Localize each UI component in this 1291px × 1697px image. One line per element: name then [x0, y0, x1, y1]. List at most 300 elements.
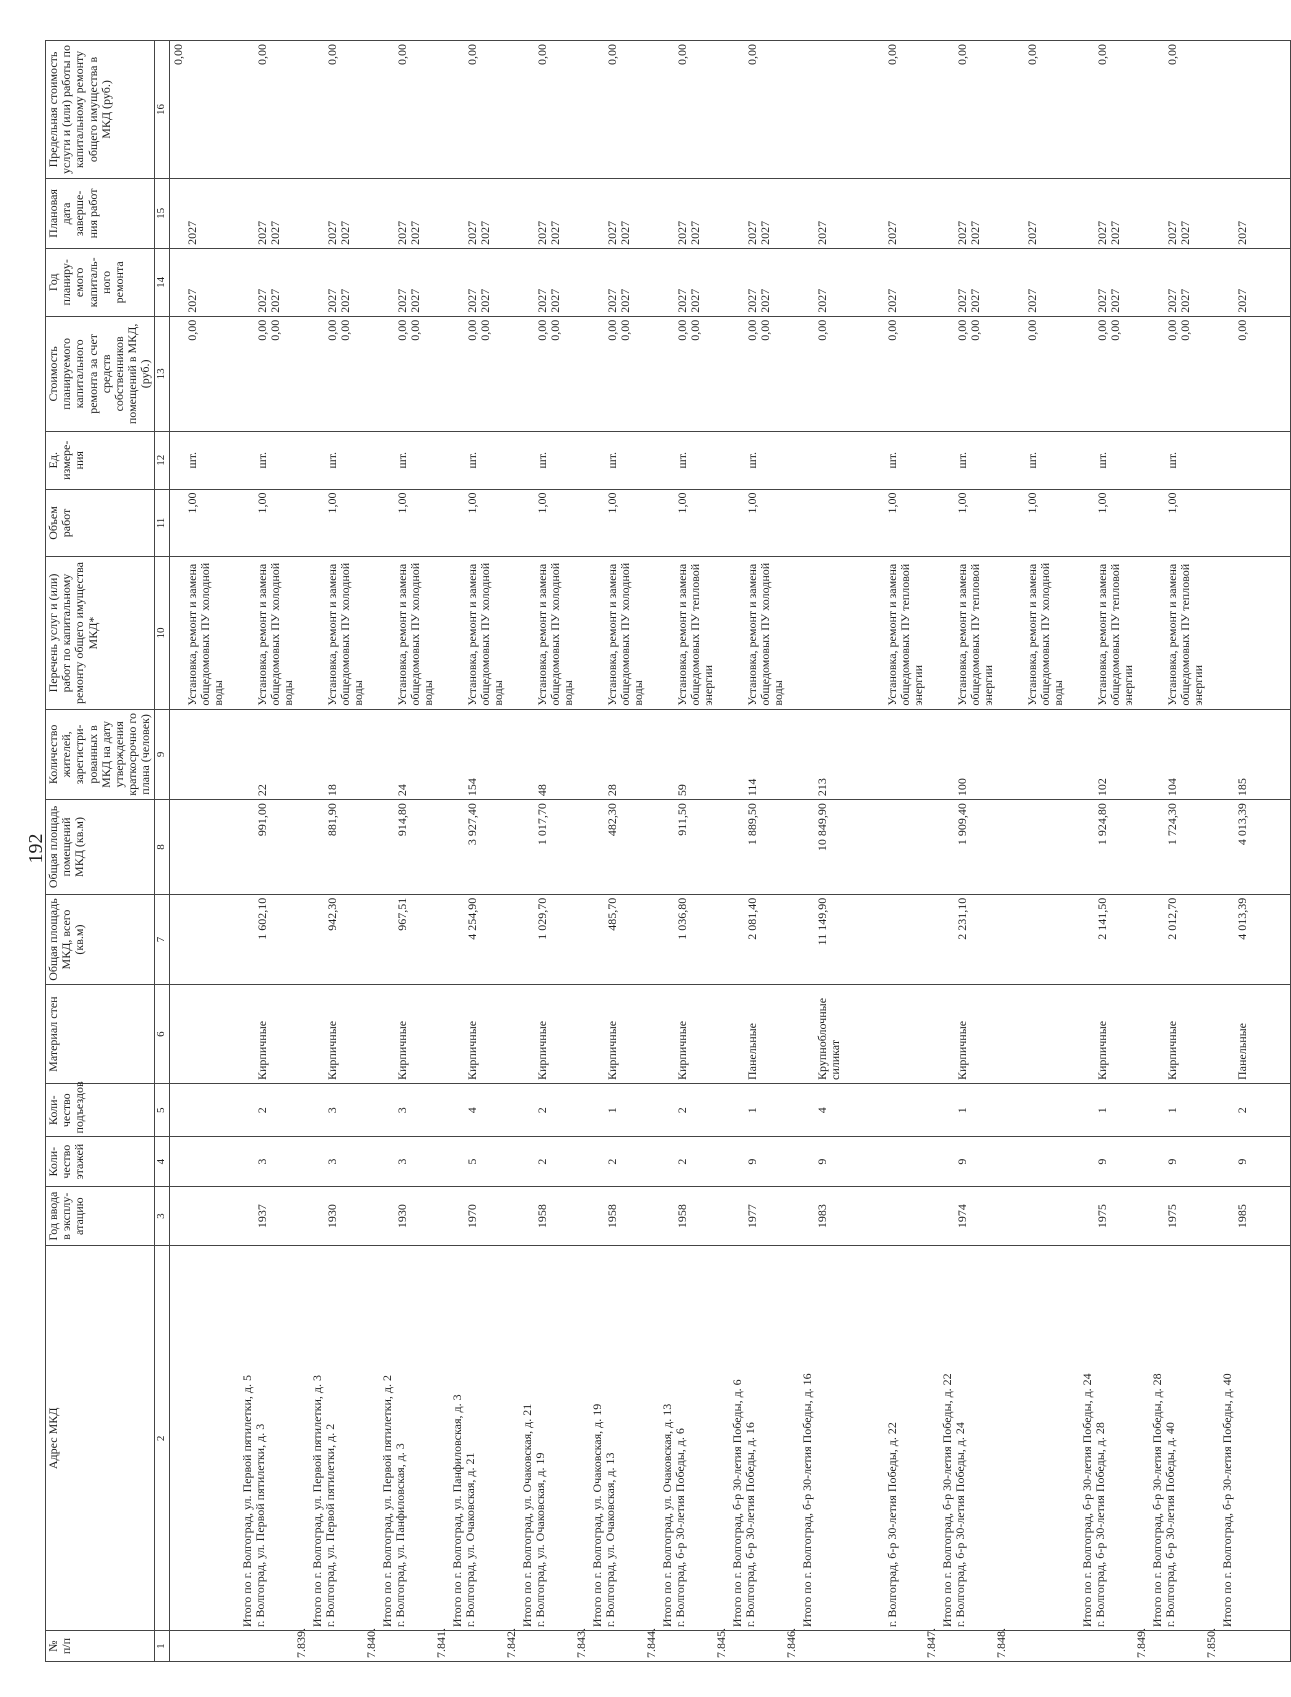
work-unit: шт.: [870, 431, 940, 489]
entrances: 1: [590, 1084, 660, 1137]
completion-date-item: 2027: [407, 220, 422, 245]
repair-cost-item: 0,00: [757, 319, 772, 341]
repair-cost: [1080, 316, 1150, 431]
work-list: Установка, ремонт и замена общедомовых ПУ тепловой энергии: [870, 557, 940, 709]
area-rooms: 1 889,50: [730, 800, 800, 895]
completion-date: [800, 178, 870, 248]
limit-cost-item: 0,00: [1094, 44, 1109, 65]
completion-date-total: 2027: [674, 220, 689, 245]
work-volume: 1,00: [520, 489, 590, 557]
area-rooms: 881,90: [310, 800, 380, 895]
repair-cost-item: 0,00: [1107, 319, 1122, 341]
residents: 213: [800, 709, 870, 800]
plan-year-total: 2027: [604, 288, 619, 313]
area-total: 1 602,10: [240, 894, 310, 985]
floors: 9: [730, 1137, 800, 1186]
work-volume: 1,00: [240, 489, 310, 557]
plan-year: [380, 248, 450, 316]
column-header: Материал стен: [46, 985, 155, 1084]
year: 1930: [380, 1186, 450, 1246]
limit-cost-item: 0,00: [604, 44, 619, 65]
area-rooms: 911,50: [660, 800, 730, 895]
work-volume: [1220, 489, 1291, 557]
address-total: Итого по г. Волгоград, б-р 30-летия Победы, д. 6: [729, 1379, 744, 1628]
repair-cost-total: 0,00: [184, 319, 199, 341]
repair-cost: [800, 316, 870, 431]
repair-cost-total: 0,00: [604, 319, 619, 341]
limit-cost: [169, 41, 240, 179]
residents: 102: [1080, 709, 1150, 800]
work-list: Установка, ремонт и замена общедомовых ПУ холодной воды: [730, 557, 800, 709]
column-header: Год планиру-емого капиталь-ного ремонта: [46, 248, 155, 316]
address: г. Волгоград, б-р 30-летия Победы, д. 22: [884, 1422, 899, 1628]
column-number: 7: [154, 894, 169, 985]
repair-cost: [1150, 316, 1220, 431]
area-total: 967,51: [380, 894, 450, 985]
column-number: 3: [154, 1186, 169, 1246]
wall-material: Панельные: [730, 985, 800, 1084]
repair-cost-item: 0,00: [477, 319, 492, 341]
repair-cost-item: 0,00: [1177, 319, 1192, 341]
wall-material: [870, 985, 940, 1084]
work-volume: 1,00: [1150, 489, 1220, 557]
plan-year: [169, 248, 240, 316]
entrances: 1: [730, 1084, 800, 1137]
completion-date: [1010, 178, 1080, 248]
wall-material: Кирпичные: [590, 985, 660, 1084]
repair-cost: [240, 316, 310, 431]
address-total: Итого по г. Волгоград, ул. Первой пятилетки, д. 2: [379, 1374, 394, 1628]
floors: 9: [800, 1137, 870, 1186]
column-number: 8: [154, 800, 169, 895]
repair-cost-total: 0,00: [1024, 319, 1039, 341]
entrances: 3: [310, 1084, 380, 1137]
row-number: [169, 1631, 240, 1662]
year: 1983: [800, 1186, 870, 1246]
column-number: 12: [154, 431, 169, 489]
work-unit: шт.: [1010, 431, 1080, 489]
row-number: 7.840.: [310, 1631, 380, 1662]
entrances: 4: [450, 1084, 520, 1137]
work-list: [800, 557, 870, 709]
plan-year-total: 2027: [254, 288, 269, 313]
work-list: Установка, ремонт и замена общедомовых ПУ холодной воды: [240, 557, 310, 709]
address-total: Итого по г. Волгоград, ул. Очаковская, д. 13: [659, 1403, 674, 1628]
page-number: 192: [25, 833, 47, 864]
repair-cost-total: 0,00: [674, 319, 689, 341]
year: [1010, 1186, 1080, 1246]
row-number: 7.845.: [660, 1631, 730, 1662]
address-cell: [1220, 1246, 1291, 1631]
floors: [169, 1137, 240, 1186]
column-number: 15: [154, 178, 169, 248]
address-total: Итого по г. Волгоград, ул. Панфиловская, д. 3: [449, 1394, 464, 1628]
area-total: 1 036,80: [660, 894, 730, 985]
repair-cost-total: 0,00: [1234, 319, 1249, 341]
area-rooms: 914,80: [380, 800, 450, 895]
plan-year-item: 2027: [477, 288, 492, 313]
repair-cost-total: 0,00: [814, 319, 829, 341]
row-number: 7.843.: [520, 1631, 590, 1662]
row-number: 7.848.: [940, 1631, 1010, 1662]
column-header: Стоимость планируемого капитального ремонта за счет средств собственников помещений в МКД, (руб.): [46, 316, 155, 431]
address-cell: [800, 1246, 870, 1631]
column-header: Общая площадь МКД, всего (кв.м): [46, 894, 155, 985]
limit-cost-item: 0,00: [254, 44, 269, 65]
limit-cost: [1150, 41, 1220, 179]
completion-date: [660, 178, 730, 248]
area-total: 942,30: [310, 894, 380, 985]
plan-year-total: 2027: [534, 288, 549, 313]
floors: 9: [940, 1137, 1010, 1186]
entrances: 1: [1080, 1084, 1150, 1137]
plan-year-total: 2027: [394, 288, 409, 313]
work-unit: шт.: [450, 431, 520, 489]
repair-cost: [1220, 316, 1291, 431]
floors: 9: [1150, 1137, 1220, 1186]
wall-material: Кирпичные: [310, 985, 380, 1084]
repair-cost-item: 0,00: [967, 319, 982, 341]
table-row: [660, 41, 730, 1662]
year: 1985: [1220, 1186, 1291, 1246]
work-unit: шт.: [169, 431, 240, 489]
work-list: Установка, ремонт и замена общедомовых ПУ холодной воды: [450, 557, 520, 709]
address-cell: [1080, 1246, 1150, 1631]
plan-year: [800, 248, 870, 316]
column-number: 4: [154, 1137, 169, 1186]
plan-year-item: 2027: [407, 288, 422, 313]
column-number: 16: [154, 41, 169, 179]
wall-material: Кирпичные: [1080, 985, 1150, 1084]
repair-cost-item: 0,00: [547, 319, 562, 341]
work-list: Установка, ремонт и замена общедомовых ПУ тепловой энергии: [660, 557, 730, 709]
address-total: Итого по г. Волгоград, б-р 30-летия Победы, д. 22: [939, 1373, 954, 1628]
column-header: Плановая дата заверше-ния работ: [46, 178, 155, 248]
plan-year: [660, 248, 730, 316]
completion-date-item: 2027: [757, 220, 772, 245]
residents: [169, 709, 240, 800]
completion-date-item: 2027: [547, 220, 562, 245]
repair-cost: [940, 316, 1010, 431]
repair-cost: [660, 316, 730, 431]
entrances: 2: [1220, 1084, 1291, 1137]
repair-cost-total: 0,00: [744, 319, 759, 341]
area-rooms: 3 927,40: [450, 800, 520, 895]
plan-year: [240, 248, 310, 316]
completion-date-item: 2027: [967, 220, 982, 245]
year: [169, 1186, 240, 1246]
completion-date-total: 2027: [1094, 220, 1109, 245]
table-row: [1010, 41, 1080, 1662]
plan-year: [870, 248, 940, 316]
residents: 185: [1220, 709, 1291, 800]
work-unit: шт.: [660, 431, 730, 489]
address-total: Итого по г. Волгоград, б-р 30-летия Победы, д. 24: [1079, 1373, 1094, 1628]
residents: 59: [660, 709, 730, 800]
work-unit: шт.: [590, 431, 660, 489]
work-list: Установка, ремонт и замена общедомовых ПУ холодной воды: [169, 557, 240, 709]
entrances: 2: [240, 1084, 310, 1137]
column-header: Количество жителей, зарегистри-рованных в МКД на дату утверждения краткосрочно го плана (человек): [46, 709, 155, 800]
area-rooms: 1 924,80: [1080, 800, 1150, 895]
residents: 18: [310, 709, 380, 800]
area-rooms: 10 849,90: [800, 800, 870, 895]
plan-year-item: 2027: [1177, 288, 1192, 313]
wall-material: [1010, 985, 1080, 1084]
repair-cost: [450, 316, 520, 431]
wall-material: Кирпичные: [940, 985, 1010, 1084]
address-cell: [730, 1246, 800, 1631]
address: г. Волгоград, ул. Первой пятилетки, д. 3: [252, 1423, 267, 1628]
table-row: [1220, 41, 1291, 1662]
address-cell: [940, 1246, 1010, 1631]
area-rooms: [1010, 800, 1080, 895]
table-row: [380, 41, 450, 1662]
plan-year: [520, 248, 590, 316]
wall-material: Кирпичные: [1150, 985, 1220, 1084]
repair-cost-total: 0,00: [324, 319, 339, 341]
address-total: Итого по г. Волгоград, ул. Очаковская, д. 19: [589, 1403, 604, 1628]
work-volume: 1,00: [940, 489, 1010, 557]
repair-cost: [1010, 316, 1080, 431]
limit-cost: [940, 41, 1010, 179]
area-total: 2 012,70: [1150, 894, 1220, 985]
work-volume: 1,00: [730, 489, 800, 557]
area-rooms: [870, 800, 940, 895]
work-volume: 1,00: [169, 489, 240, 557]
limit-cost-item: 0,00: [1164, 44, 1179, 65]
completion-date: [310, 178, 380, 248]
plan-year: [1080, 248, 1150, 316]
year: 1958: [520, 1186, 590, 1246]
repair-cost-total: 0,00: [1094, 319, 1109, 341]
row-number: 7.850.: [1150, 1631, 1220, 1662]
plan-year: [1220, 248, 1291, 316]
plan-year-total: 2027: [744, 288, 759, 313]
plan-year-total: 2027: [1234, 288, 1249, 313]
work-unit: шт.: [310, 431, 380, 489]
limit-cost: [590, 41, 660, 179]
table-row: [800, 41, 870, 1662]
table-row: [870, 41, 940, 1662]
column-number: 2: [154, 1246, 169, 1631]
work-list: Установка, ремонт и замена общедомовых ПУ тепловой энергии: [1150, 557, 1220, 709]
address: г. Волгоград, ул. Панфиловская, д. 3: [392, 1443, 407, 1628]
column-number: 11: [154, 489, 169, 557]
column-number: 13: [154, 316, 169, 431]
completion-date: [520, 178, 590, 248]
plan-year-total: 2027: [464, 288, 479, 313]
row-number: 7.842.: [450, 1631, 520, 1662]
column-header: Коли-чество этажей: [46, 1137, 155, 1186]
limit-cost-item: 0,00: [324, 44, 339, 65]
work-unit: шт.: [1080, 431, 1150, 489]
column-header: Год ввода в эксплу-атацию: [46, 1186, 155, 1246]
column-number: 5: [154, 1084, 169, 1137]
column-number: 1: [154, 1631, 169, 1662]
limit-cost-item: 0,00: [744, 44, 759, 65]
work-unit: шт.: [520, 431, 590, 489]
floors: 3: [240, 1137, 310, 1186]
limit-cost-item: 0,00: [674, 44, 689, 65]
work-volume: 1,00: [310, 489, 380, 557]
work-list: Установка, ремонт и замена общедомовых ПУ холодной воды: [380, 557, 450, 709]
repair-cost-item: 0,00: [617, 319, 632, 341]
work-volume: 1,00: [590, 489, 660, 557]
plan-year: [590, 248, 660, 316]
floors: 2: [520, 1137, 590, 1186]
area-total: 4 013,39: [1220, 894, 1291, 985]
column-header: № п/п: [46, 1631, 155, 1662]
row-number: 7.846.: [730, 1631, 800, 1662]
address-cell: [520, 1246, 590, 1631]
area-total: 2 231,10: [940, 894, 1010, 985]
residents: [1010, 709, 1080, 800]
completion-date-total: 2027: [324, 220, 339, 245]
address: г. Волгоград, ул. Очаковская, д. 13: [602, 1452, 617, 1628]
year: 1958: [660, 1186, 730, 1246]
entrances: 3: [380, 1084, 450, 1137]
address-total: Итого по г. Волгоград, ул. Первой пятилетки, д. 3: [309, 1374, 324, 1628]
column-number: 6: [154, 985, 169, 1084]
table-row: [169, 41, 240, 1662]
address-cell: [1150, 1246, 1220, 1631]
column-number: 14: [154, 248, 169, 316]
table-row: [1080, 41, 1150, 1662]
repair-cost: [169, 316, 240, 431]
year: 1975: [1150, 1186, 1220, 1246]
wall-material: Кирпичные: [380, 985, 450, 1084]
year: [870, 1186, 940, 1246]
repair-cost: [520, 316, 590, 431]
table-row: [590, 41, 660, 1662]
column-number: 10: [154, 557, 169, 709]
completion-date-total: 2027: [184, 220, 199, 245]
address-cell: [450, 1246, 520, 1631]
column-number: 9: [154, 709, 169, 800]
area-rooms: 1 017,70: [520, 800, 590, 895]
residents: 48: [520, 709, 590, 800]
repair-cost-total: 0,00: [464, 319, 479, 341]
plan-year: [310, 248, 380, 316]
work-list: Установка, ремонт и замена общедомовых ПУ холодной воды: [310, 557, 380, 709]
column-header: Адрес МКД: [46, 1246, 155, 1631]
completion-date: [380, 178, 450, 248]
work-volume: [800, 489, 870, 557]
year: 1958: [590, 1186, 660, 1246]
row-number: 7.847.: [870, 1631, 940, 1662]
repair-cost-total: 0,00: [254, 319, 269, 341]
completion-date-total: 2027: [884, 220, 899, 245]
limit-cost-item: 0,00: [884, 44, 899, 65]
column-header: Общая площадь помещений МКД (кв.м): [46, 800, 155, 895]
limit-cost: [1080, 41, 1150, 179]
entrances: 2: [520, 1084, 590, 1137]
entrances: 1: [940, 1084, 1010, 1137]
address: г. Волгоград, б-р 30-летия Победы, д. 6: [672, 1428, 687, 1628]
plan-year-total: 2027: [324, 288, 339, 313]
floors: 3: [310, 1137, 380, 1186]
work-volume: 1,00: [870, 489, 940, 557]
work-volume: 1,00: [1080, 489, 1150, 557]
work-volume: 1,00: [450, 489, 520, 557]
address: г. Волгоград, ул. Первой пятилетки, д. 2: [322, 1423, 337, 1628]
floors: 2: [660, 1137, 730, 1186]
completion-date-total: 2027: [1234, 220, 1249, 245]
address-cell: [240, 1246, 310, 1631]
header-row: [46, 41, 155, 1662]
plan-year-item: 2027: [617, 288, 632, 313]
area-rooms: [169, 800, 240, 895]
address-total: Итого по г. Волгоград, б-р 30-летия Победы, д. 28: [1149, 1373, 1164, 1628]
address: г. Волгоград, б-р 30-летия Победы, д. 40: [1162, 1422, 1177, 1628]
plan-year-item: 2027: [267, 288, 282, 313]
entrances: 4: [800, 1084, 870, 1137]
work-volume: 1,00: [660, 489, 730, 557]
address: г. Волгоград, ул. Очаковская, д. 19: [532, 1452, 547, 1628]
residents: 22: [240, 709, 310, 800]
repair-cost-total: 0,00: [394, 319, 409, 341]
area-total: [870, 894, 940, 985]
address-cell: [1010, 1246, 1080, 1631]
entrances: [169, 1084, 240, 1137]
repair-cost: [310, 316, 380, 431]
row-number: 7.839.: [240, 1631, 310, 1662]
area-rooms: 991,00: [240, 800, 310, 895]
plan-year-total: 2027: [814, 288, 829, 313]
area-rooms: 482,30: [590, 800, 660, 895]
area-total: 2 081,40: [730, 894, 800, 985]
work-volume: 1,00: [1010, 489, 1080, 557]
completion-date-item: 2027: [617, 220, 632, 245]
completion-date: [1080, 178, 1150, 248]
wall-material: Кирпичные: [660, 985, 730, 1084]
completion-date-total: 2027: [814, 220, 829, 245]
plan-year-item: 2027: [1107, 288, 1122, 313]
wall-material: Панельные: [1220, 985, 1291, 1084]
entrances: [1010, 1084, 1080, 1137]
area-total: [169, 894, 240, 985]
limit-cost: [1220, 41, 1291, 179]
address-total: Итого по г. Волгоград, ул. Первой пятилетки, д. 5: [239, 1374, 254, 1628]
table-row: [1150, 41, 1220, 1662]
repair-cost-item: 0,00: [687, 319, 702, 341]
limit-cost-item: 0,00: [954, 44, 969, 65]
wall-material: [169, 985, 240, 1084]
address-total: Итого по г. Волгоград, б-р 30-летия Победы, д. 16: [799, 1373, 814, 1628]
floors: [870, 1137, 940, 1186]
completion-date: [1220, 178, 1291, 248]
plan-year: [450, 248, 520, 316]
plan-year-total: 2027: [674, 288, 689, 313]
address-total: Итого по г. Волгоград, б-р 30-летия Победы, д. 40: [1219, 1373, 1234, 1628]
limit-cost-item: 0,00: [1024, 44, 1039, 65]
completion-date: [169, 178, 240, 248]
work-unit: [1220, 431, 1291, 489]
completion-date-total: 2027: [464, 220, 479, 245]
plan-year-total: 2027: [1164, 288, 1179, 313]
completion-date: [240, 178, 310, 248]
floors: 9: [1220, 1137, 1291, 1186]
repair-cost-item: 0,00: [337, 319, 352, 341]
column-header: Коли-чество подъездов: [46, 1084, 155, 1137]
work-unit: шт.: [380, 431, 450, 489]
work-unit: шт.: [940, 431, 1010, 489]
plan-year-total: 2027: [954, 288, 969, 313]
year: 1937: [240, 1186, 310, 1246]
work-list: Установка, ремонт и замена общедомовых ПУ тепловой энергии: [1080, 557, 1150, 709]
plan-year-total: 2027: [184, 288, 199, 313]
